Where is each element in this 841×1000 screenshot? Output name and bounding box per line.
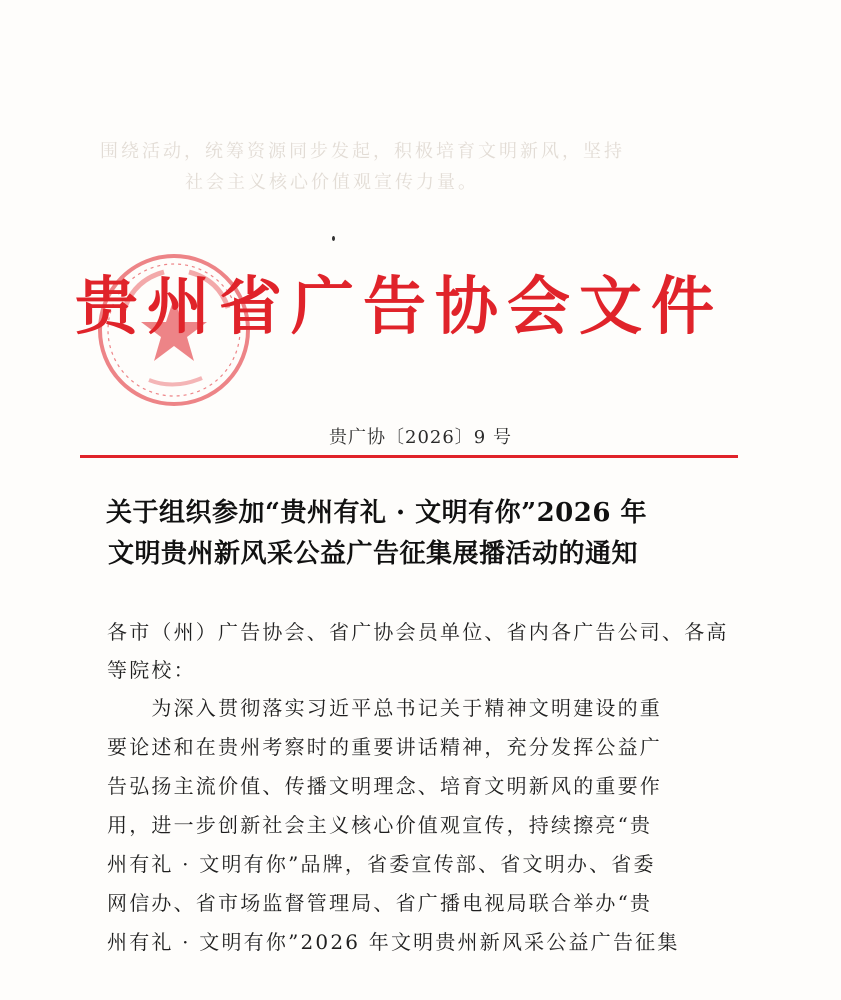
body-line: 等院校： <box>107 658 196 682</box>
body-line: 州有礼 · 文明有你”2026 年文明贵州新风采公益广告征集 <box>107 930 680 954</box>
body-line: 为深入贯彻落实习近平总书记关于精神文明建设的重 <box>107 696 662 720</box>
body-line: 要论述和在贵州考察时的重要讲话精神，充分发挥公益广 <box>107 735 662 759</box>
notice-title-line-2: 文明贵州新风采公益广告征集展播活动的通知 <box>108 539 639 569</box>
notice-title-line-1: 关于组织参加“贵州有礼 · 文明有你”2026 年 <box>106 498 647 528</box>
body-line: 州有礼 · 文明有你”品牌，省委宣传部、省文明办、省委 <box>107 852 656 876</box>
body-line: 用，进一步创新社会主义核心价值观宣传，持续擦亮“贵 <box>107 813 653 837</box>
scan-speck <box>332 236 335 241</box>
issuer-header-title: 贵州省广告协会文件 <box>75 270 723 343</box>
body-line: 各市（州）广告协会、省广协会员单位、省内各广告公司、各高 <box>107 620 729 644</box>
document-number: 贵广协〔2026〕9 号 <box>329 427 512 448</box>
show-through-text-line-1: 围绕活动，统筹资源同步发起，积极培育文明新风，坚持 <box>100 141 625 162</box>
body-line: 告弘扬主流价值、传播文明理念、培育文明新风的重要作 <box>107 774 662 798</box>
body-line: 网信办、省市场监督管理局、省广播电视局联合举办“贵 <box>107 891 653 915</box>
red-header-rule <box>80 455 738 458</box>
show-through-text-line-2: 社会主义核心价值观宣传力量。 <box>185 172 479 193</box>
